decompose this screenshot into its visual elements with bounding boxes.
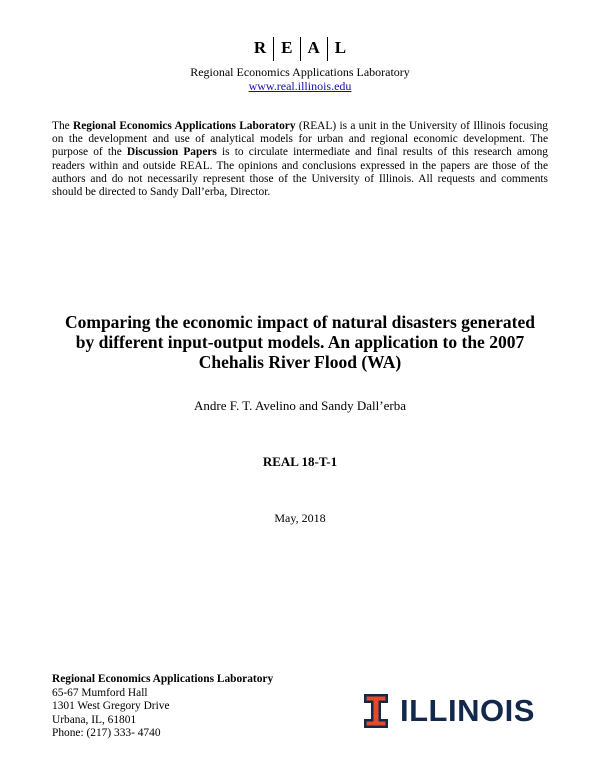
paper-id: REAL 18-T-1 <box>262 454 338 469</box>
intro-text: is to circulate intermediate and final results of this research among readers within and outside REAL. The opinions and conclusions expressed in the papers are those of the authors and do not necessarily represent those of the University of Illinois. All requests and comments should be directed to Sandy Dall’erba, Director. <box>52 146 548 199</box>
intro-lab-name: Regional Economics Applications Laboratory <box>73 120 296 132</box>
logo-letter-r: R <box>253 38 267 57</box>
address-phone: Phone: (217) 333- 4740 <box>52 727 161 740</box>
illinois-wordmark: ILLINOIS <box>400 693 535 728</box>
title-line: Comparing the economic impact of natural disasters generated <box>64 312 535 332</box>
logo-letter-l: L <box>334 38 347 57</box>
intro-paragraph <box>52 120 548 199</box>
paper-date: May, 2018 <box>274 511 326 525</box>
illinois-logo <box>364 694 535 728</box>
address-line: 1301 West Gregory Drive <box>52 700 170 713</box>
intro-text: (REAL) is a unit in the University of Illinois focusing on the development and use of analytical models for urban and regional economic development. The purpose of the <box>52 120 549 159</box>
real-logo <box>0 36 600 61</box>
lab-name: Regional Economics Applications Laboratory <box>190 65 410 79</box>
address-line: Urbana, IL, 61801 <box>52 713 137 726</box>
lab-address <box>52 673 273 741</box>
title-line: Chehalis River Flood (WA) <box>198 352 402 372</box>
intro-discussion-papers: Discussion Papers <box>126 146 217 159</box>
address-line: 65-67 Mumford Hall <box>52 686 148 699</box>
intro-text: The <box>52 120 74 132</box>
title-line: by different input-output models. An application to the 2007 <box>75 332 525 352</box>
logo-letter-a: A <box>307 38 320 57</box>
lab-url-link[interactable]: www.real.illinois.edu <box>248 79 352 93</box>
paper-authors: Andre F. T. Avelino and Sandy Dall’erba <box>194 398 406 413</box>
paper-title <box>40 312 560 372</box>
block-i-icon <box>364 694 388 728</box>
logo-letter-e: E <box>281 38 293 57</box>
address-lab-name: Regional Economics Applications Laboratory <box>52 673 274 685</box>
